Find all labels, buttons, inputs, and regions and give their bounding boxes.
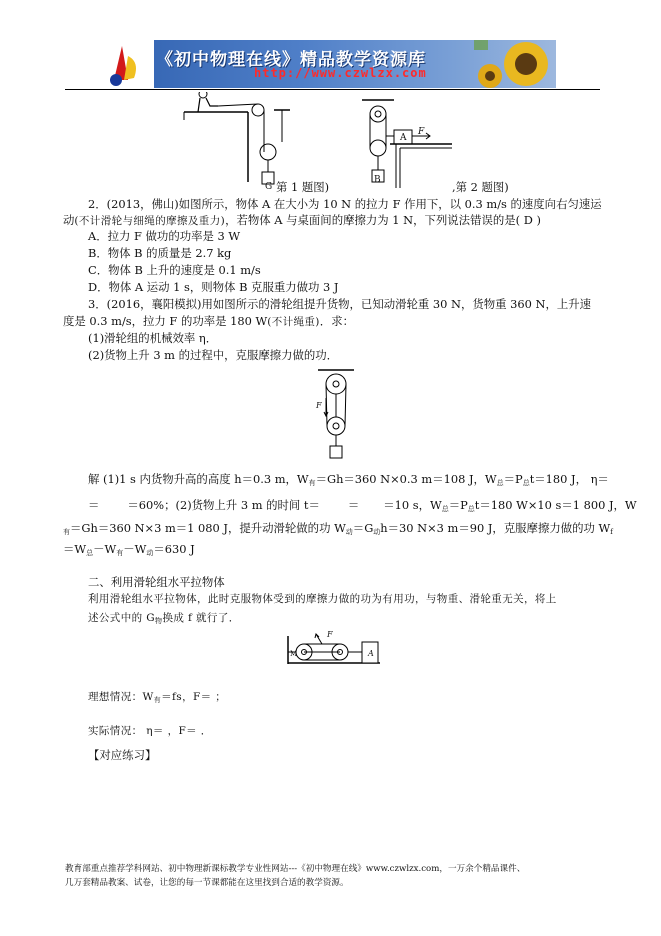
solution-line-2: ＝ ＝60%；(2)货物上升 3 m 的时间 t＝ ＝ ＝10 s，$W_总=P_总t=180$ W×10 s＝1 800 J，W xyxy=(88,498,637,513)
solution-line-1: 解 (1)1 s 内货物升高的高度 h＝0.3 m，$W_有=Gh=360$ N×0.3 m＝108 J，$W_总=P_总t=180$ J， η＝ xyxy=(88,472,609,487)
header-banner xyxy=(94,40,556,88)
q2-option-d: D．物体 A 运动 1 s，则物体 B 克服重力做功 3 J xyxy=(88,280,339,294)
figure-2-label-f: F xyxy=(418,127,425,137)
section-2-paragraph-line-2: 述公式中的 $G_物$换成 f 就行了． xyxy=(88,612,240,625)
figure-1-pulley xyxy=(178,92,298,188)
q2-option-b: B．物体 B 的质量是 2.7 kg xyxy=(88,246,232,260)
figure-4-label-a: A xyxy=(368,649,374,658)
practice-heading: 【对应练习】 xyxy=(88,748,157,762)
figure-4-label-m: M xyxy=(290,650,298,658)
figure-1-caption: 第 1 题图) xyxy=(276,180,330,194)
figure-3-pulley xyxy=(314,368,358,464)
ideal-case-line: 理想情况：$W_有=fs$，F＝ ； xyxy=(88,691,227,704)
q3-sub-2: (2)货物上升 3 m 的过程中，克服摩擦力做的功． xyxy=(88,348,339,362)
solution-line-4: $=W_总-W_有-W_动=630$ J xyxy=(63,542,195,557)
figure-3-label-f: F xyxy=(316,401,322,410)
header-divider xyxy=(65,89,600,90)
q2-line-1: 2．(2013，佛山)如图所示，物体 A 在大小为 10 N 的拉力 F 作用下，以 0.3 m/s 的速度向右匀速运 xyxy=(88,197,602,211)
q3-line-2: 度是 0.3 m/s，拉力 F 的功率是 180 W(不计绳重)．求： xyxy=(63,314,354,328)
banner-title: 《初中物理在线》精品教学资源库 xyxy=(156,50,426,70)
footer-line-1: 教育部重点推荐学科网站、初中物理新课标教学专业性网站---《初中物理在线》www.czwlzx.com，一万余个精品课件、 xyxy=(65,864,526,874)
solution-line-3: $_有$＝Gh＝360 N×3 m＝1 080 J，提升动滑轮做的功 $W_动=G_动h=30$ N×3 m＝90 J，克服摩擦力做的功 $W_f$ xyxy=(63,521,613,536)
q2-line-2: 动(不计滑轮与细绳的摩擦及重力)，若物体 A 与桌面间的摩擦力为 1 N，下列说法错误的是( D ) xyxy=(63,213,541,227)
footer-line-2: 几万套精品教案、试卷，让您的每一节课都能在这里找到合适的教学资源。 xyxy=(65,878,349,888)
q3-sub-1: (1)滑轮组的机械效率 η． xyxy=(88,331,218,345)
figure-2-caption: ,第 2 题图) xyxy=(452,180,509,194)
section-2-paragraph-line-1: 利用滑轮组水平拉物体，此时克服物体受到的摩擦力做的功为有用功，与物重、滑轮重无关，将上 xyxy=(88,593,557,605)
q2-option-c: C．物体 B 上升的速度是 0.1 m/s xyxy=(88,263,261,277)
real-case-line: 实际情况： η＝ ，F＝ ． xyxy=(88,725,212,737)
banner-url-link[interactable]: http://www.czwlzx.com xyxy=(254,66,427,80)
q3-line-1: 3．(2016，襄阳模拟)用如图所示的滑轮组提升货物，已知动滑轮重 30 N，货物重 360 N，上升速 xyxy=(88,297,592,311)
section-2-heading: 二、利用滑轮组水平拉物体 xyxy=(88,575,225,589)
q2-option-a: A．拉力 F 做功的功率是 3 W xyxy=(88,229,241,243)
figure-1-label-g: G xyxy=(265,182,273,192)
figure-2-label-a: A xyxy=(400,133,407,143)
figure-2-label-b: B xyxy=(374,175,381,185)
figure-4-label-f: F xyxy=(327,630,333,639)
